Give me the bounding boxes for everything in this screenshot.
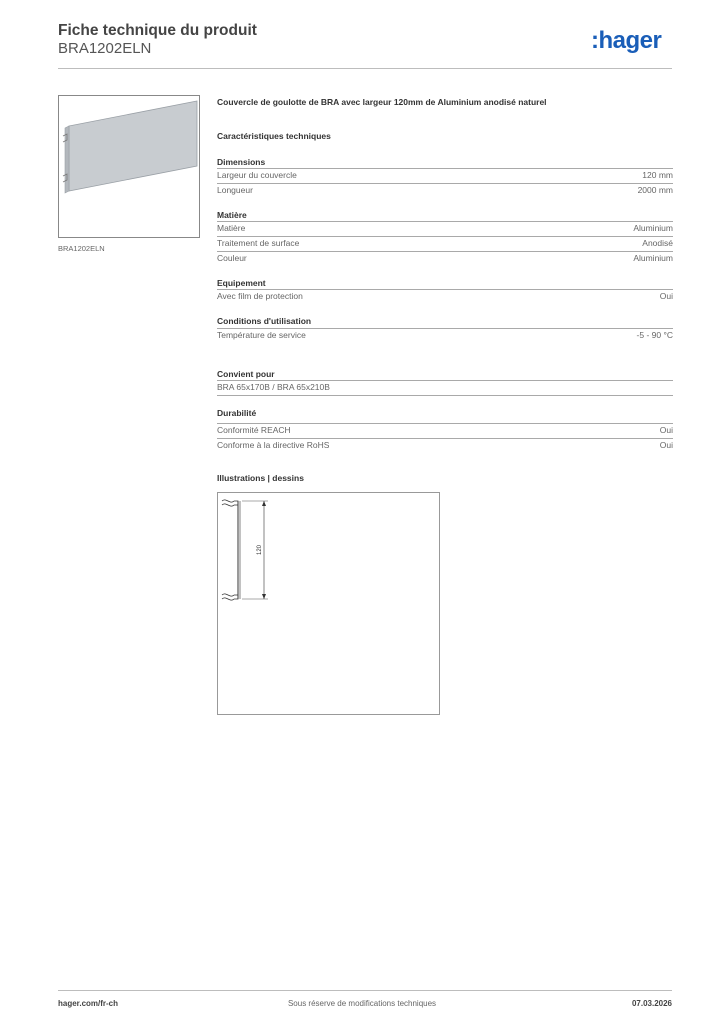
spec-label: Avec film de protection <box>217 291 303 301</box>
dimension-label: 120 <box>257 544 263 555</box>
spec-label: Conformité REACH <box>217 425 291 435</box>
spec-value: Oui <box>659 440 673 450</box>
spec-label: Couleur <box>217 253 247 263</box>
product-reference: BRA1202ELN <box>58 40 152 57</box>
spec-value: Aluminium <box>633 223 673 233</box>
spec-label: Traitement de surface <box>217 238 300 248</box>
spec-label: Conforme à la directive RoHS <box>217 440 330 450</box>
footer-date: 07.03.2026 <box>631 999 672 1008</box>
spec-row <box>217 221 673 236</box>
footer-website-link[interactable]: hager.com/fr-ch <box>58 999 119 1008</box>
footer-divider <box>58 990 672 991</box>
cover-profile-image <box>59 96 199 237</box>
spec-row <box>217 289 673 304</box>
spec-value: Oui <box>659 291 673 301</box>
cover-section-drawing <box>218 493 439 714</box>
section-matiere-title: Matière <box>217 210 247 220</box>
illustrations-title: Illustrations | dessins <box>217 473 304 483</box>
spec-row <box>217 328 673 343</box>
section-convient-title: Convient pour <box>217 369 275 379</box>
hager-logo <box>591 26 675 58</box>
section-durabilite-title: Durabilité <box>217 408 257 418</box>
product-caption: BRA1202ELN <box>58 244 105 253</box>
spec-row <box>217 168 673 183</box>
spec-value: Oui <box>659 425 673 435</box>
section-equipement-title: Equipement <box>217 278 266 288</box>
spec-row <box>217 438 673 453</box>
product-description: Couvercle de goulotte de BRA avec largeur 120mm de Aluminium anodisé naturel <box>217 97 547 107</box>
specs-title: Caractéristiques techniques <box>217 131 331 141</box>
spec-label: Température de service <box>217 330 306 340</box>
spec-row <box>217 183 673 198</box>
spec-label: Matière <box>217 223 246 233</box>
spec-label: Longueur <box>217 185 253 195</box>
spec-label: Largeur du couvercle <box>217 170 297 180</box>
section-conditions-title: Conditions d'utilisation <box>217 316 312 326</box>
page-title: Fiche technique du produit <box>58 22 257 39</box>
technical-drawing <box>217 492 440 715</box>
spec-row <box>217 380 673 395</box>
product-image <box>58 95 200 238</box>
spec-label: BRA 65x170B / BRA 65x210B <box>217 382 330 392</box>
section-dimensions-title: Dimensions <box>217 157 266 167</box>
spec-value: Aluminium <box>633 253 673 263</box>
spec-row <box>217 423 673 438</box>
spec-row <box>217 251 673 266</box>
header-divider <box>58 68 672 69</box>
spec-value: -5 - 90 °C <box>636 330 673 340</box>
section-divider <box>217 395 673 396</box>
footer-notice: Sous réserve de modifications techniques <box>287 999 437 1008</box>
spec-value: Anodisé <box>642 238 673 248</box>
hager-logo-text: :hager <box>591 27 662 54</box>
spec-value: 120 mm <box>642 170 673 180</box>
spec-value: 2000 mm <box>637 185 673 195</box>
spec-row <box>217 236 673 251</box>
